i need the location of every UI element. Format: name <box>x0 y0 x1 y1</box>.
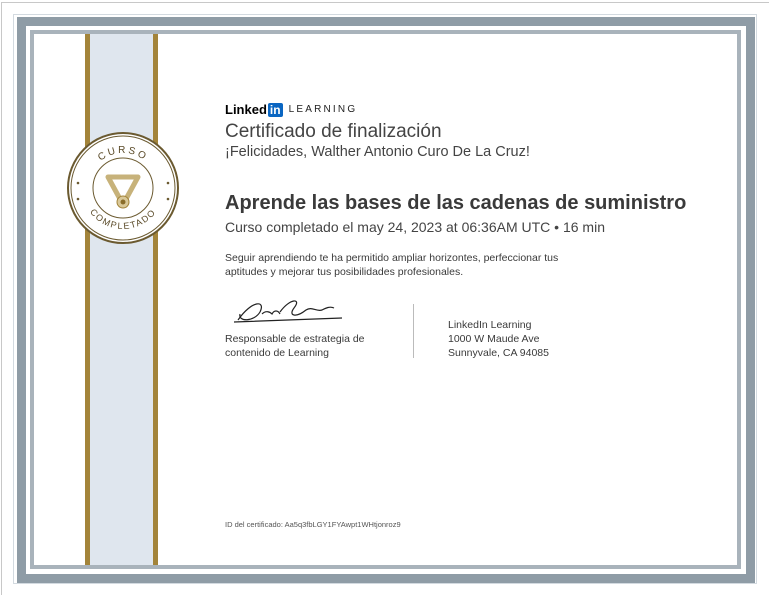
message-line-2: aptitudes y mejorar tus posibilidades profesionales. <box>225 266 464 278</box>
badge-bottom-text: COMPLETADO <box>88 206 158 232</box>
course-title: Aprende las bases de las cadenas de suministro <box>225 192 687 214</box>
completion-info: Curso completado el may 24, 2023 at 06:36AM UTC • 16 min <box>225 219 605 235</box>
badge-top-text: CURSO <box>96 144 150 164</box>
logo-learning: LEARNING <box>288 104 358 115</box>
certificate-title: Certificado de finalización <box>225 121 442 142</box>
signer-title-line-1: Responsable de estrategia de <box>225 333 365 345</box>
certificate-id: ID del certificado: Aa5q3fbLGY1FYAwpt1WHtjonroz9 <box>225 520 401 529</box>
ribbon-stripe <box>85 34 158 565</box>
message-line-1: Seguir aprendiendo te ha permitido ampliar horizontes, perfeccionar tus <box>225 252 559 264</box>
logo-linked: Linked <box>225 102 267 117</box>
signature-divider <box>413 304 414 358</box>
signer-title-line-2: contenido de Learning <box>225 347 329 359</box>
logo-in: in <box>269 102 281 117</box>
greeting: ¡Felicidades, Walther Antonio Curo De La Cruz! <box>225 144 530 160</box>
signature <box>232 296 348 326</box>
address-line-2: 1000 W Maude Ave <box>448 333 540 345</box>
address-line-1: LinkedIn Learning <box>448 319 532 331</box>
address-line-3: Sunnyvale, CA 94085 <box>448 347 549 359</box>
linkedin-learning-logo <box>225 102 357 117</box>
course-completed-badge <box>66 131 180 245</box>
